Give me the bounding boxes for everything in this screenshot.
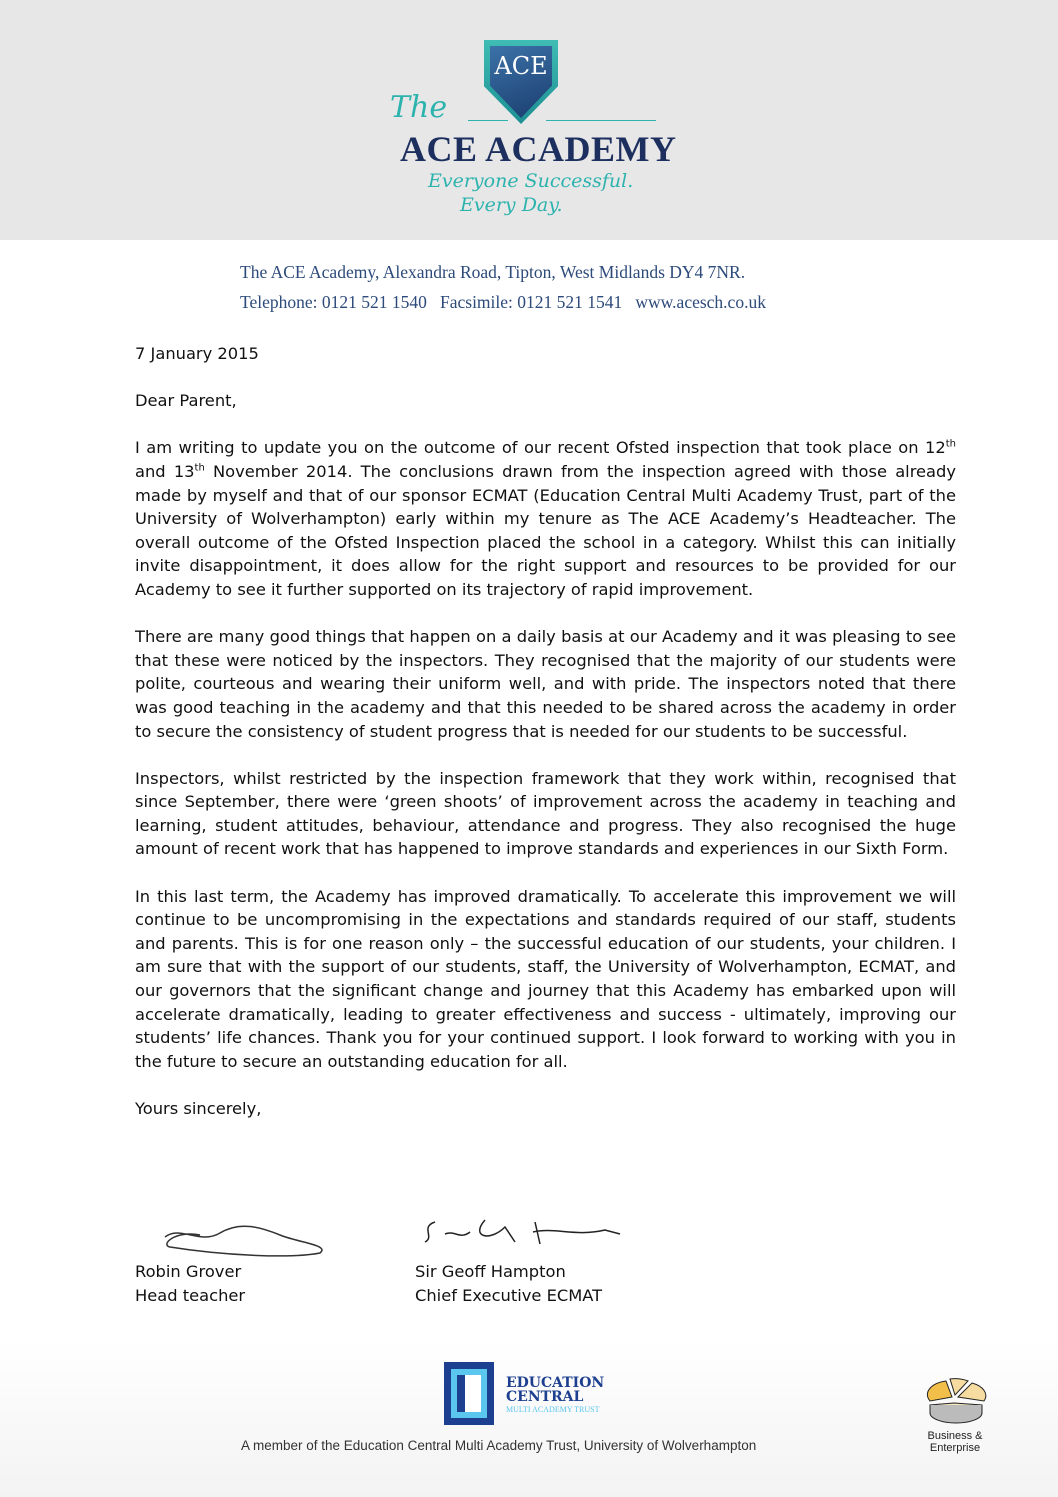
ec-name-1: EDUCATION [506,1375,605,1391]
crest-monogram: ACE [494,52,548,80]
business-enterprise-label [918,1430,992,1454]
be-label-2: Enterprise [929,1442,981,1454]
signatory-2-title: Chief Executive ECMAT [415,1285,603,1305]
signature-robin-grover [140,1215,340,1260]
p1-day-1: 12 [925,438,946,458]
address-line: The ACE Academy, Alexandra Road, Tipton, West Midlands DY4 7NR. [240,262,746,282]
be-label-1: Business & [927,1430,983,1442]
paragraph-2: There are many good things that happen on a daily basis at our Academy and it was pleasing to see that these were noticed by the inspectors. They recognised that the majority of our students were polite, courteous and wearing their uniform well, and with pride. The inspectors noted that there was good teaching in the academy and that this needed to be shared across the academy in order to secure the consistency of student progress that is needed for our students to be successful. [135,627,956,741]
logo-rule-right [546,120,656,121]
signatory-2-name: Sir Geoff Hampton [415,1262,566,1281]
paragraph-3: Inspectors, whilst restricted by the inspection framework that they work within, recognised that since September, there were ‘green shoots’ of improvement across the academy in teaching and learning, student attitudes, behaviour, attendance and progress. They also recognised the huge amount of recent work that has happened to improve standards and experiences in our Sixth Form. [135,768,956,859]
signatory-2 [415,1260,602,1307]
footer [0,1340,1058,1497]
paragraph-1 [135,436,956,601]
member-line: A member of the Education Central Multi Academy Trust, University of Wolverhampton [241,1438,757,1453]
p1-text-a: I am writing to update you on the outcome of our recent Ofsted inspection that took place on [135,438,926,458]
paragraph-4: In this last term, the Academy has improved dramatically. To accelerate this improvement we will continue to be uncompromising in the expectations and standards required of our staff, students and parents. This is for one reason only – the successful education of our students, your children. I am sure that with the support of our students, staff, the University of Wolverhampton, ECMAT, and our governors that the significant change and journey that this Academy has embarked upon will accelerate dramatically, leading to greater effectiveness and success - ultimately, improving our students’ life chances. Thank you for your continued support. I look forward to working with you in the future to secure an outstanding education for all. [135,886,956,1071]
business-enterprise-pie-logo [922,1375,990,1425]
signatory-1 [135,1260,245,1307]
letter-date: 7 January 2015 [135,344,259,363]
p1-text-c: November 2014. The conclusions drawn from the inspection agreed with those already made by myself and that of our sponsor ECMAT (Education Central Multi Academy Trust, part of the University of Wolverhampton) early within my tenure as The ACE Academy’s Headteacher. The overall outcome of the Ofsted Inspection placed the school in a category. Whilst this can initially invite disappointment, it does allow for the right support and resources to be provided for our Academy to see it further supported on its trajectory of rapid improvement. [135,461,956,599]
logo-the: The [390,90,448,125]
ec-name [506,1376,604,1404]
p1-ordinal-2: th [194,462,205,474]
contact-line: Telephone: 0121 521 1540 Facsimile: 0121 521 1541 www.acesch.co.uk [240,292,766,312]
signature-geoff-hampton [415,1212,635,1252]
ec-subtitle: MULTI ACADEMY TRUST [506,1405,600,1414]
logo-name: ACE ACADEMY [400,129,677,169]
tagline-2: Every Day. [460,194,563,216]
signatory-1-title: Head teacher [135,1285,246,1305]
tagline-1: Everyone Successful. [428,170,634,192]
closing: Yours sincerely, [135,1099,262,1118]
education-central-logo [444,1362,494,1425]
salutation: Dear Parent, [135,391,237,411]
signatory-1-name: Robin Grover [135,1262,242,1281]
letter-body [135,342,956,1144]
p1-day-2: 13 [173,461,195,481]
logo-rule-left [468,120,508,121]
ec-name-2: CENTRAL [506,1389,584,1405]
p1-text-b: and [135,461,174,481]
p1-ordinal-1: th [945,438,956,450]
